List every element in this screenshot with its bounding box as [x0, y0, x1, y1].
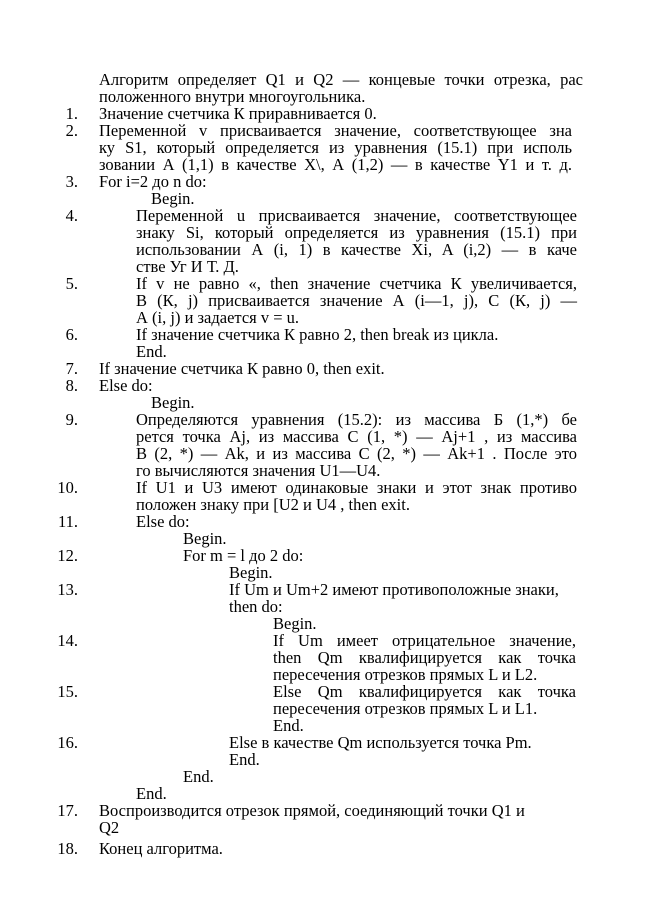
step-number: 4.	[65, 206, 78, 225]
text-line: Переменной v присваивается значение, соответствующее зна	[99, 121, 572, 140]
text-line: го вычисляются значения U1—U4.	[136, 461, 381, 480]
text-line: End.	[136, 784, 167, 803]
text-line: ку S1, который определяется из уравнения (15.1) при исполь	[99, 138, 572, 157]
text-line: пересечения отрезков прямых L и L1.	[273, 699, 538, 718]
text-line: Begin.	[151, 189, 195, 208]
text-line: End.	[273, 716, 304, 735]
step-number: 15.	[57, 682, 78, 701]
step-number: 16.	[57, 733, 78, 752]
text-line: Значение счетчика К приравнивается 0.	[99, 104, 377, 123]
text-line: пересечения отрезков прямых L и L2.	[273, 665, 538, 684]
step-number: 14.	[57, 631, 78, 650]
step-number: 6.	[65, 325, 78, 344]
text-line: знаку Si, который определяется из уравнения (15.1) при	[136, 223, 577, 242]
text-line: Else Qm квалифицируется как точка	[273, 682, 576, 701]
text-line: использовании А (i, 1) в качестве Xi, A (i,2) — в каче	[136, 240, 577, 259]
text-line: If U1 и U3 имеют одинаковые знаки и этот знак противо	[136, 478, 577, 497]
step-number: 10.	[57, 478, 78, 497]
text-line: А (i, j) и задается v = u.	[136, 308, 300, 327]
text-line: В (К, j) присваивается значение А (i—1, j), С (К, j) —	[136, 291, 577, 310]
text-line: Конец алгоритма.	[99, 839, 223, 858]
step-number: 17.	[57, 801, 78, 820]
text-line: End.	[136, 342, 167, 361]
text-line: Определяются уравнения (15.2): из массива Б (1,*) бе	[136, 410, 577, 429]
text-line: зовании А (1,1) в качестве X\, А (1,2) — в качестве Y1 и т. д.	[99, 155, 572, 174]
step-number: 7.	[65, 359, 78, 378]
text-line: В (2, *) — Ak, и из массива С (2, *) — Ak+1 . После это	[136, 444, 577, 463]
step-number: 2.	[65, 121, 78, 140]
step-number: 11.	[57, 512, 78, 531]
text-line: Алгоритм определяет Q1 и Q2 — концевые точки отрезка, рас	[99, 70, 583, 89]
text-line: If Um и Um+2 имеют противоположные знаки,	[229, 580, 559, 599]
text-line: If значение счетчика К равно 2, then break из цикла.	[136, 325, 499, 344]
text-line: Else в качестве Qm используется точка Pm.	[229, 733, 532, 752]
text-line: For i=2 до n do:	[99, 172, 207, 191]
text-line: Begin.	[273, 614, 317, 633]
text-line: Begin.	[229, 563, 273, 582]
text-line: положенного внутри многоугольника.	[99, 87, 366, 106]
step-number: 18.	[57, 839, 78, 858]
step-number: 9.	[65, 410, 78, 429]
text-line: Else do:	[136, 512, 190, 531]
text-line: рется точка Aj, из массива С (1, *) — Aj+1 , из массива	[136, 427, 577, 446]
text-line: стве Уг И Т. Д.	[136, 257, 239, 276]
step-number: 13.	[57, 580, 78, 599]
text-line: Q2	[99, 818, 120, 837]
text-line: then Qm квалифицируется как точка	[273, 648, 576, 667]
step-number: 8.	[65, 376, 78, 395]
text-line: Воспроизводится отрезок прямой, соединяющий точки Q1 и	[99, 801, 525, 820]
step-number: 5.	[65, 274, 78, 293]
text-line: Переменной u присваивается значение, соответствующее	[136, 206, 577, 225]
text-line: положен знаку при [U2 и U4 , then exit.	[136, 495, 410, 514]
text-line: For m = l до 2 do:	[183, 546, 304, 565]
text-line: then do:	[229, 597, 283, 616]
text-line: If Um имеет отрицательное значение,	[273, 631, 576, 650]
text-line: End.	[229, 750, 260, 769]
step-number: 1.	[65, 104, 78, 123]
text-line: Else do:	[99, 376, 153, 395]
step-number: 12.	[57, 546, 78, 565]
text-line: End.	[183, 767, 214, 786]
text-line: Begin.	[151, 393, 195, 412]
text-line: If v не равно «, then значение счетчика К увеличивается,	[136, 274, 577, 293]
step-number: 3.	[65, 172, 78, 191]
text-line: Begin.	[183, 529, 227, 548]
text-line: If значение счетчика К равно 0, then exit.	[99, 359, 385, 378]
